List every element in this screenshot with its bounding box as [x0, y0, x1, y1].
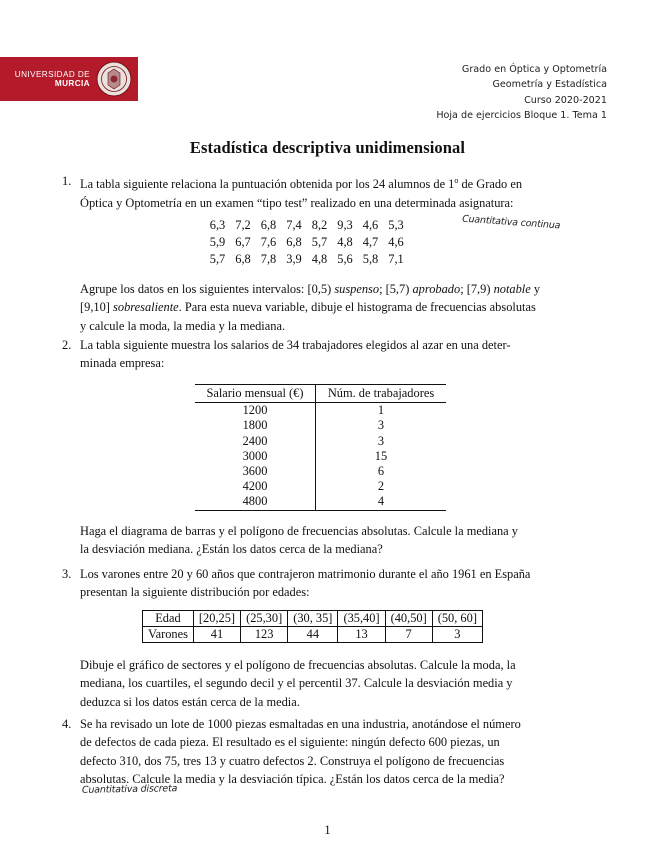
table-row: [195, 403, 446, 419]
score-cell: 4,7: [362, 235, 379, 250]
score-cell: 6,8: [286, 235, 302, 250]
workers-cell: 6: [377, 464, 385, 479]
p2-text-b: la desviación mediana. ¿Están los datos cerca de la mediana?: [80, 542, 383, 557]
score-cell: 7,1: [388, 252, 404, 267]
problem-3-instructions: [80, 656, 570, 711]
header-subject: Geometría y Estadística: [492, 79, 607, 91]
p4-line-2: de defectos de cada pieza. El resultado es el siguiente: ningún defecto 600 piezas, un: [80, 735, 500, 750]
table-row: [195, 449, 446, 464]
count-cell: 41: [193, 627, 240, 643]
age-cell: (30, 35]: [288, 611, 338, 627]
count-cell: 7: [385, 627, 432, 643]
problem-1-scores-grid: [205, 217, 409, 269]
score-cell: 5,3: [388, 218, 404, 232]
salary-cell: 2400: [195, 434, 316, 449]
score-cell: 9,3: [337, 218, 353, 232]
p2-intro-b: minada empresa:: [80, 356, 165, 371]
score-cell: 4,6: [388, 235, 404, 250]
count-cell: 44: [288, 627, 338, 643]
header-degree: Grado en Óptica y Optometría: [461, 64, 607, 75]
table-row: [195, 464, 446, 479]
problem-2-instructions: [80, 522, 570, 559]
salary-table-header: [195, 385, 446, 403]
problem-1-intro: [80, 172, 570, 212]
problem-1-intro-c: Óptica y Optometría en un examen “tipo test” realizado en una determinada asignatura:: [80, 195, 514, 210]
workers-cell: 3: [377, 433, 385, 448]
table-row: [143, 611, 483, 627]
scores-row-3: [205, 251, 409, 268]
age-cell: (40,50]: [385, 611, 432, 627]
header-sheet: Hoja de ejercicios Bloque 1. Tema 1: [436, 110, 607, 122]
score-cell: 5,8: [362, 252, 379, 267]
score-cell: 5,6: [337, 252, 353, 267]
course-header: [436, 62, 607, 124]
count-cell: 3: [432, 627, 482, 643]
university-logo: [0, 57, 138, 101]
count-row-label: Varones: [143, 627, 194, 643]
p1-text-d: y: [530, 282, 541, 296]
problem-3-intro: [80, 565, 570, 602]
page-title: Estadística descriptiva unidimensional: [189, 138, 466, 157]
problem-2-number: 2.: [62, 338, 72, 352]
p2-text-a: Haga el diagrama de barras y el polígono de frecuencias absolutas. Calcule la mediana y: [80, 524, 518, 538]
page-number: 1: [324, 823, 331, 837]
table-row: [195, 494, 446, 510]
score-cell: 8,2: [311, 218, 328, 232]
p3-text-a: Dibuje el gráfico de sectores y el polígono de frecuencias absolutas. Calcule la moda, la: [80, 658, 516, 672]
table-row: [143, 627, 483, 643]
p4-line-3: defecto 310, dos 75, tres 13 y cuatro defectos 2. Construya el polígono de frecuencias: [80, 753, 505, 768]
university-seal-icon: [94, 60, 134, 98]
p1-label-notable: notable: [493, 282, 531, 296]
age-cell: (35,40]: [338, 611, 385, 627]
age-cell: [20,25]: [193, 611, 240, 627]
problem-4-number: 4.: [62, 717, 72, 731]
p1-text-c: ; [7,9): [460, 282, 494, 296]
score-cell: 4,8: [337, 235, 353, 250]
logo-line-2: MURCIA: [54, 79, 90, 88]
workers-cell: 3: [377, 418, 385, 433]
scores-row-1: [205, 217, 409, 234]
score-cell: 3,9: [286, 252, 302, 267]
problem-2-intro: [80, 336, 570, 373]
p1-text-f: . Para esta nueva variable, dibuje el histograma de frecuencias absolutas: [178, 300, 536, 315]
score-cell: 6,3: [209, 218, 226, 232]
problem-1-intro-sup: o: [454, 176, 459, 185]
header-year: Curso 2020-2021: [524, 94, 607, 106]
problem-3-number: 3.: [62, 567, 72, 581]
p1-text-g: y calcule la moda, la media y la mediana.: [80, 318, 286, 333]
logo-text: [10, 70, 90, 88]
problem-4-text: [80, 715, 570, 789]
p3-text-c: deduzca si los datos están cerca de la media.: [80, 694, 300, 709]
count-cell: 123: [241, 627, 288, 643]
score-cell: 7,2: [235, 218, 251, 232]
logo-line-1: UNIVERSIDAD DE: [14, 70, 90, 79]
score-cell: 7,8: [260, 252, 277, 267]
p1-label-aprobado: aprobado: [412, 282, 461, 296]
p1-label-suspenso: suspenso: [334, 282, 380, 296]
score-cell: 5,7: [311, 235, 328, 250]
salary-cell: 3600: [195, 464, 316, 479]
p1-text-e: [9,10]: [80, 300, 114, 315]
score-cell: 6,8: [235, 252, 251, 267]
salary-cell: 1800: [195, 418, 316, 433]
age-row-label: Edad: [143, 611, 194, 627]
score-cell: 7,6: [260, 235, 277, 250]
table-row: [195, 434, 446, 449]
age-distribution-table: [142, 610, 483, 643]
p1-label-sobresaliente: sobresaliente: [113, 300, 179, 315]
workers-cell: 15: [374, 448, 388, 463]
problem-1-number: 1.: [62, 174, 72, 188]
score-cell: 7,4: [286, 218, 302, 232]
salary-cell: 4200: [195, 479, 316, 494]
age-cell: (25,30]: [241, 611, 288, 627]
p3-intro-a: Los varones entre 20 y 60 años que contrajeron matrimonio durante el año 1961 en España: [80, 567, 531, 581]
handwritten-note-1: Cuantitativa continua: [461, 213, 561, 232]
problem-1-intro-a: La tabla siguiente relaciona la puntuación obtenida por los 24 alumnos de 1: [80, 177, 455, 192]
workers-cell: 1: [377, 403, 385, 418]
workers-col-header: Núm. de trabajadores: [316, 385, 447, 403]
score-cell: 4,6: [362, 218, 379, 232]
p4-line-4: absolutas. Calcule la media y la desviación típica. ¿Están los datos cerca de la media?: [80, 772, 505, 787]
count-cell: 13: [338, 627, 385, 643]
salary-cell: 1200: [195, 403, 316, 419]
handwritten-note-2: Cuantitativa discreta: [81, 783, 178, 796]
score-cell: 5,7: [209, 252, 226, 267]
p1-text-b: ; [5,7): [379, 282, 413, 296]
salary-col-header: Salario mensual (€): [195, 385, 316, 403]
workers-cell: 4: [316, 494, 447, 510]
table-row: [195, 479, 446, 494]
p3-text-b: mediana, los cuartiles, el segundo decil y el percentil 37. Calcule la desviación media y: [80, 676, 513, 691]
salary-cell: 3000: [195, 449, 316, 464]
score-cell: 6,8: [260, 218, 277, 232]
p3-intro-b: presentan la siguiente distribución por edades:: [80, 585, 310, 600]
workers-cell: 2: [377, 479, 385, 494]
age-cell: (50, 60]: [432, 611, 482, 627]
salary-cell: 4800: [195, 494, 316, 510]
p2-intro-a: La tabla siguiente muestra los salarios de 34 trabajadores elegidos al azar en una deter-: [80, 338, 511, 352]
table-row: [195, 418, 446, 433]
p1-text-a: Agrupe los datos en los siguientes intervalos: [0,5): [80, 282, 335, 296]
problem-1-instructions: [80, 280, 570, 335]
salary-table: [195, 384, 446, 511]
problem-1-intro-b: de Grado en: [458, 177, 523, 192]
scores-row-2: [205, 234, 409, 251]
p4-line-1: Se ha revisado un lote de 1000 piezas esmaltadas en una industria, anotándose el número: [80, 717, 521, 731]
score-cell: 6,7: [235, 235, 251, 250]
score-cell: 5,9: [209, 235, 226, 250]
score-cell: 4,8: [311, 252, 328, 267]
